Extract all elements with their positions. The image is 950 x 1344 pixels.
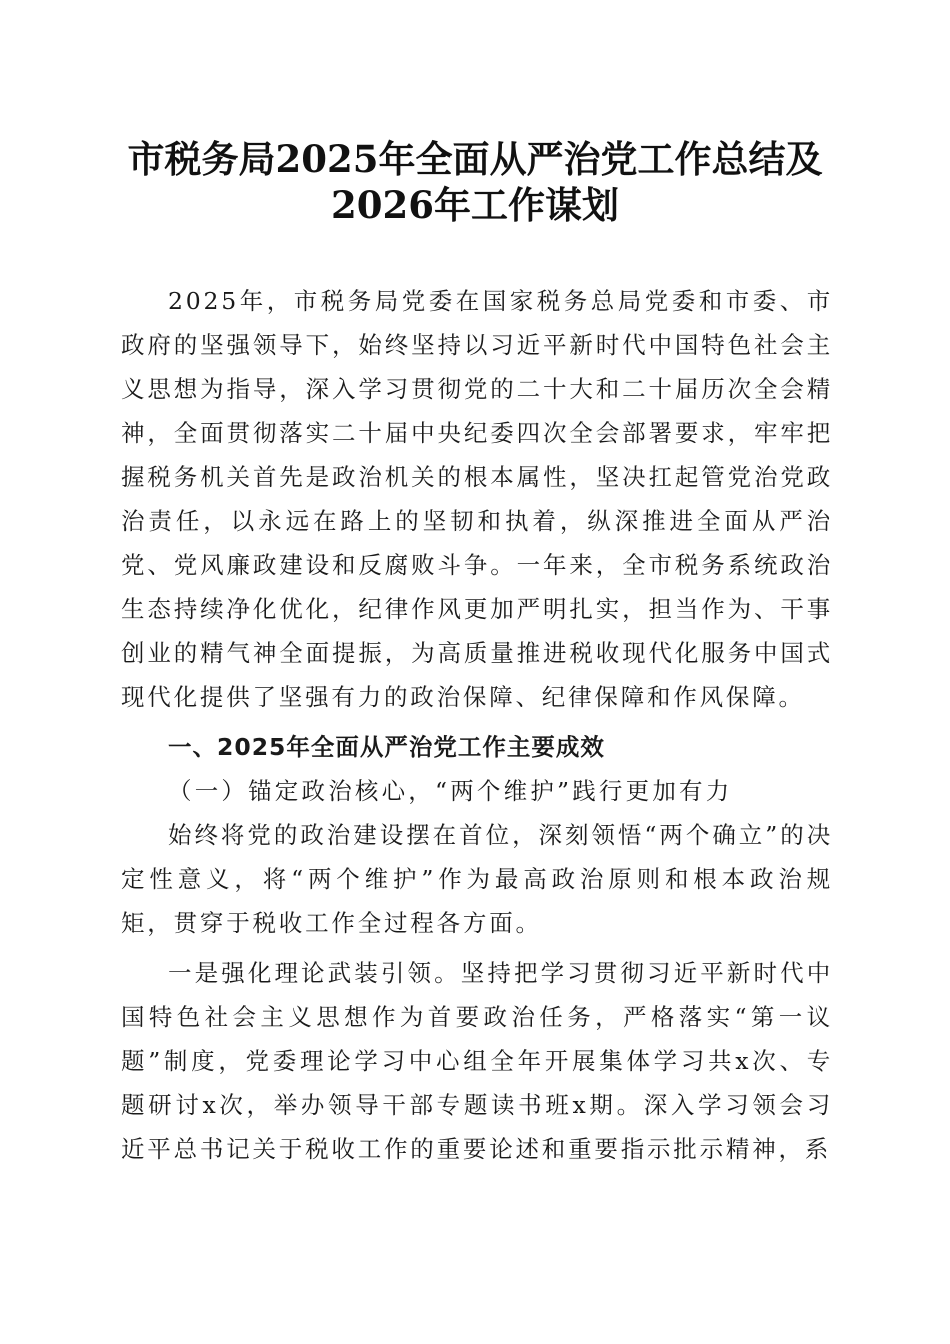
section-heading-1: 一、2025年全面从严治党工作主要成效	[168, 733, 605, 761]
subsection-heading-1: （一）锚定政治核心，“两个维护”践行更加有力	[168, 777, 733, 805]
document-title-line-1: 市税务局2025年全面从严治党工作总结及	[127, 137, 823, 181]
body-paragraph-1: 始终将党的政治建设摆在首位，深刻领悟“两个确立”的决定性意义，将“两个维护”作为最高政治原则和根本政治规矩，贯穿于税收工作全过程各方面。	[121, 821, 833, 937]
body-paragraph-2: 一是强化理论武装引领。坚持把学习贯彻习近平新时代中国特色社会主义思想作为首要政治任务，严格落实“第一议题”制度，党委理论学习中心组全年开展集体学习共x次、专题研讨x次，举办领导干部专题读书班x期。深入学习领会习近平总书记关于税收工作的重要论述和重要指示批示精神，系	[121, 959, 833, 1163]
intro-paragraph: 2025年，市税务局党委在国家税务总局党委和市委、市政府的坚强领导下，始终坚持以习近平新时代中国特色社会主义思想为指导，深入学习贯彻党的二十大和二十届历次全会精神，全面贯彻落实二十届中央纪委四次全会部署要求，牢牢把握税务机关首先是政治机关的根本属性，坚决扛起管党治党政治责任，以永远在路上的坚韧和执着，纵深推进全面从严治党、党风廉政建设和反腐败斗争。一年来，全市税务系统政治生态持续净化优化，纪律作风更加严明扎实，担当作为、干事创业的精气神全面提振，为高质量推进税收现代化服务中国式现代化提供了坚强有力的政治保障、纪律保障和作风保障。	[121, 287, 833, 711]
document-title-line-2: 2026年工作谋划	[331, 183, 619, 227]
document-body	[121, 279, 833, 1171]
